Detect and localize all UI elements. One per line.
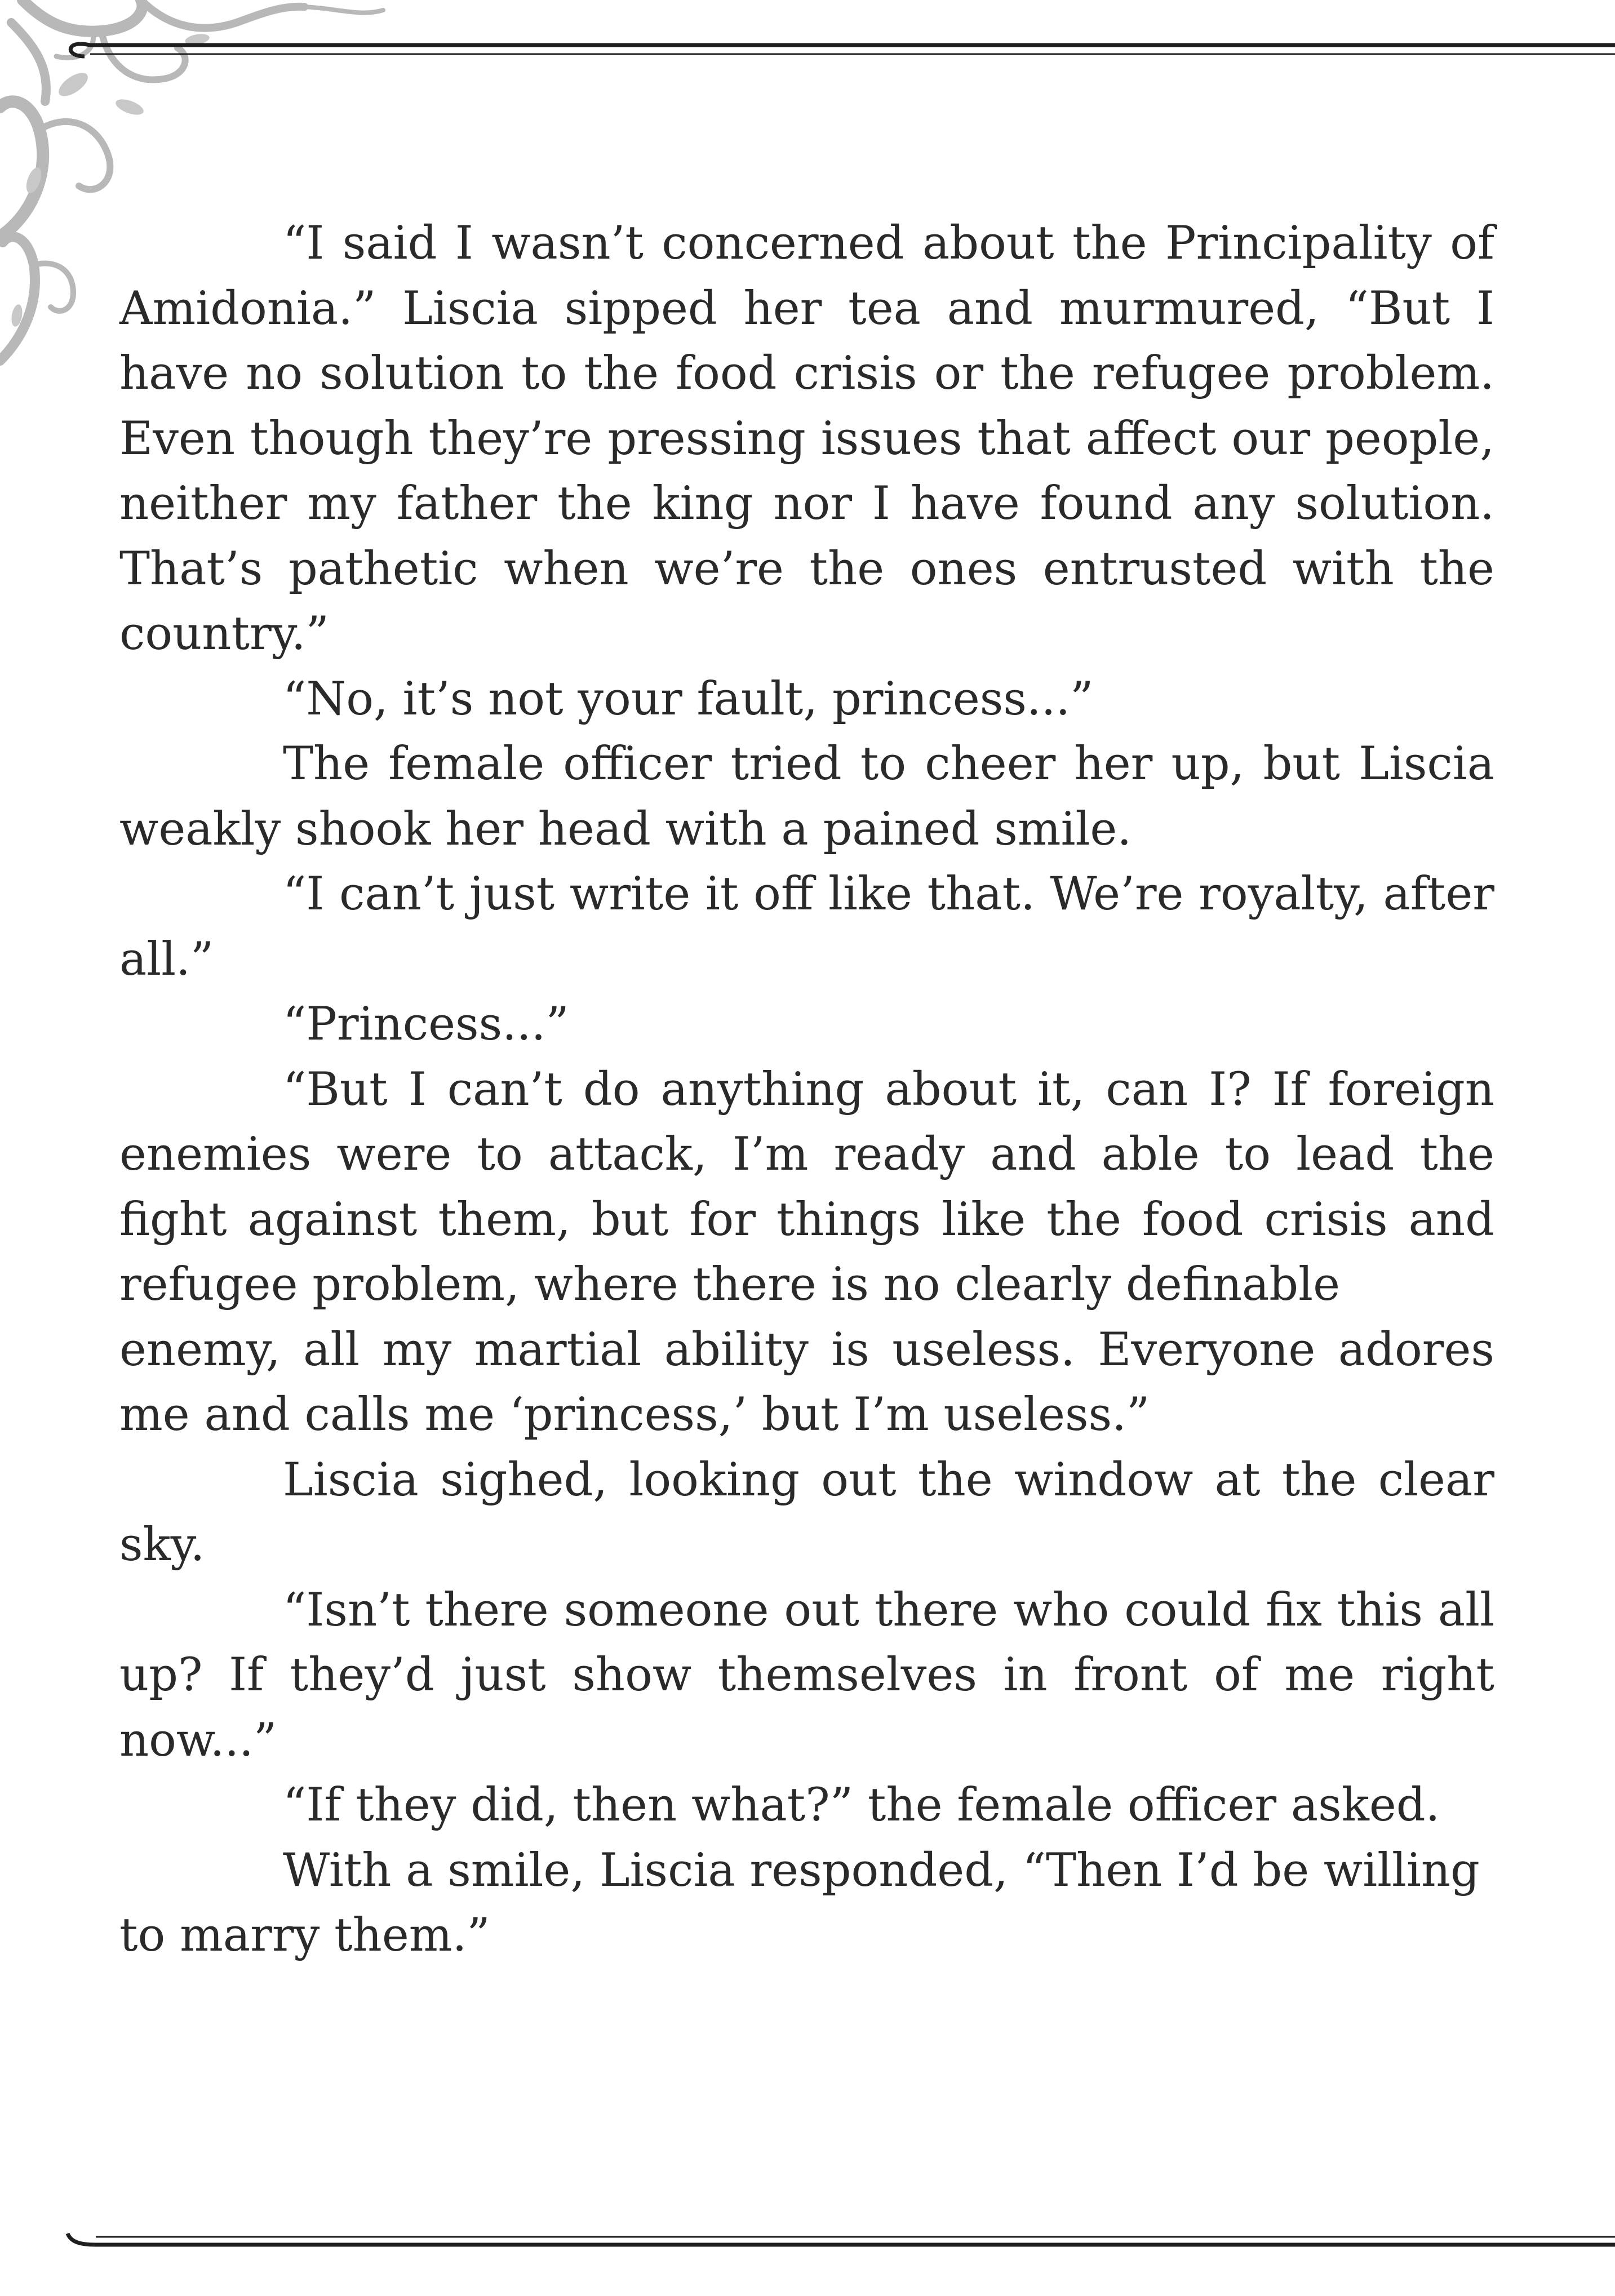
paragraph-11: With a smile, Liscia responded, “Then I’d be willing to marry them.” bbox=[119, 1844, 1480, 1962]
paragraph-6: “But I can’t do anything about it, can I? If foreign enemies were to attack, I’m ready and able to lead the fight against them, but for things like the food crisis and refugee problem, where there is no clearly definable bbox=[119, 1063, 1494, 1311]
paragraph-7: enemy, all my martial ability is useless. Everyone adores me and calls me ‘princess,’ but I’m useless.” bbox=[119, 1323, 1494, 1441]
paragraph-10: “If they did, then what?” the female officer asked. bbox=[283, 1779, 1440, 1832]
paragraph-9: “Isn’t there someone out there who could fix this all up? If they’d just show themselves in front of me right now...” bbox=[119, 1583, 1494, 1767]
paragraph-3: The female officer tried to cheer her up, but Liscia weakly shook her head with a pained smile. bbox=[119, 738, 1494, 856]
paragraph-4: “I can’t just write it off like that. We’re royalty, after all.” bbox=[119, 868, 1494, 986]
top-double-rule-divider-icon bbox=[0, 34, 1615, 68]
bottom-double-rule-divider-icon bbox=[0, 2226, 1615, 2259]
paragraph-2: “No, it’s not your fault, princess...” bbox=[283, 672, 1094, 726]
body-text bbox=[119, 211, 1494, 1969]
paragraph-1: “I said I wasn’t concerned about the Principality of Amidonia.” Liscia sipped her tea and murmured, “But I have no solution to the food crisis or the refugee problem. Even though they’re pressing issues that affect our people, neither my father the king nor I have found any solution. That’s pathetic when we’re the ones entrusted with the country.” bbox=[119, 217, 1494, 660]
paragraph-8: Liscia sighed, looking out the window at the clear sky. bbox=[119, 1453, 1494, 1571]
paragraph-5: “Princess...” bbox=[283, 998, 569, 1051]
